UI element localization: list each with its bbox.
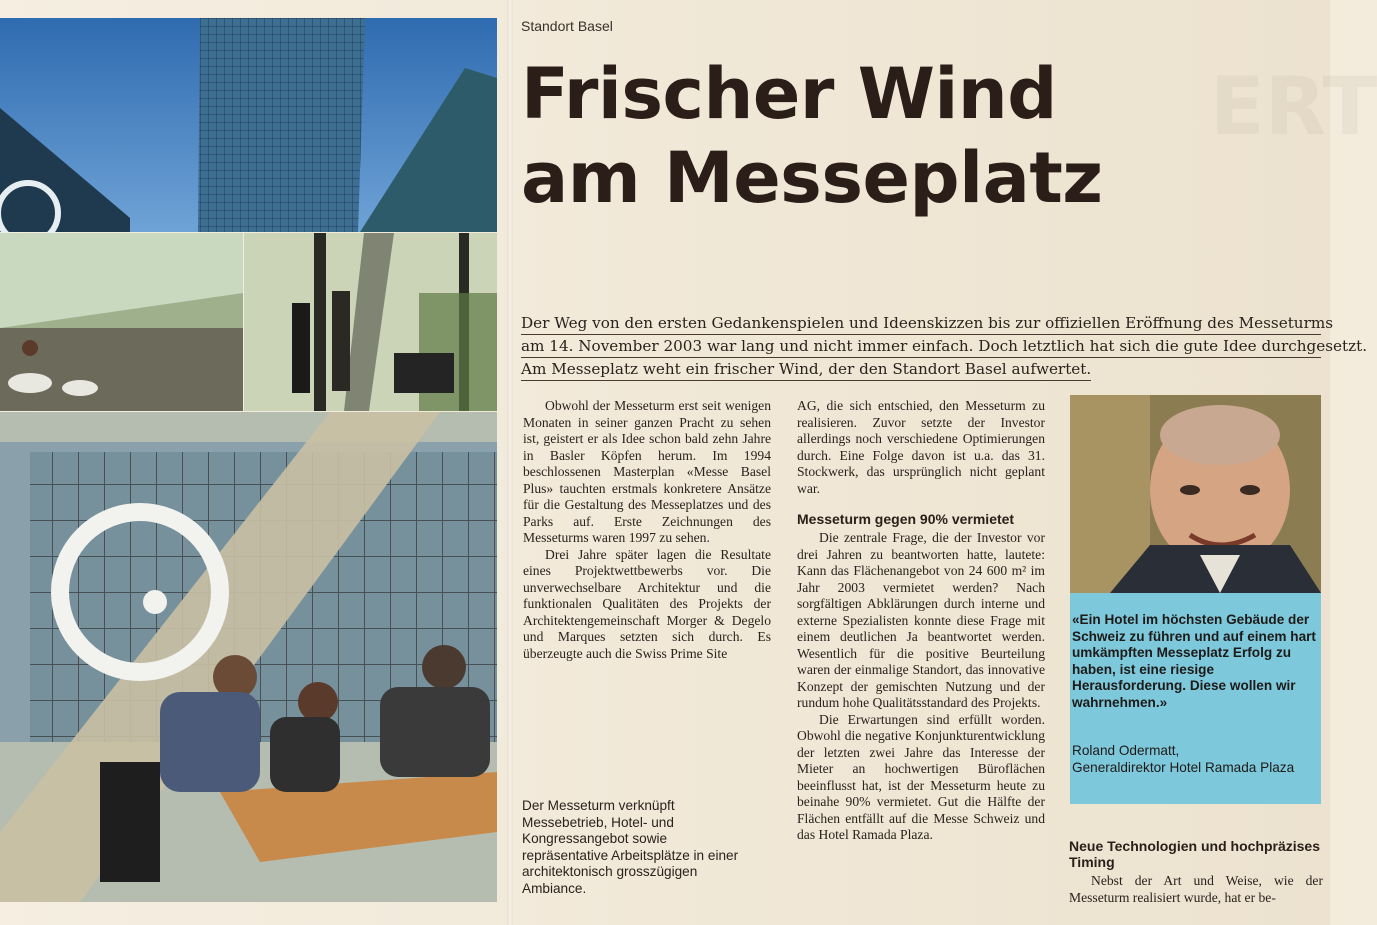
lead-line-1: Der Weg von den ersten Gedankenspielen und Ideenskizzen bis zur offiziellen Eröffnung des Messeturms <box>521 312 1321 335</box>
column-2-paragraph-3: Die Erwartungen sind erfüllt worden. Obwohl die negative Konjunkturentwicklung der letzten zwei Jahre das Interesse der Mieter an hochwertigen Büroflächen beeinflusst hat, ist der Messeturm heute zu beinahe 90% vermietet. Gut die Hälfte der Flächen entfällt auf die Messe Schweiz und das Hotel Ramada Plaza. <box>797 711 1045 842</box>
headline <box>521 52 1221 220</box>
photo-meeting-room <box>0 412 497 902</box>
quote-author-title: Generaldirektor Hotel Ramada Plaza <box>1072 760 1295 775</box>
bleed-through-shadow: ERT <box>1210 60 1377 153</box>
lead-paragraph <box>521 312 1368 381</box>
photo-tower-exterior <box>0 18 497 232</box>
section-kicker: Standort Basel <box>521 18 613 34</box>
photo-caption: Der Messeturm verknüpft Messebetrieb, Hotel- und Kongressangebot sowie repräsentative Arbeitsplätze in einer architektonisch grosszügigen Ambiance. <box>522 798 739 896</box>
quote-author <box>1072 742 1318 776</box>
headline-line-1: Frischer Wind <box>521 53 1057 135</box>
article-column-2 <box>797 398 1045 844</box>
portrait-photo <box>1070 395 1321 593</box>
lead-line-3: Am Messeplatz weht ein frischer Wind, der den Standort Basel aufwertet. <box>521 358 1091 381</box>
page-fold <box>507 0 513 925</box>
article-column-1 <box>523 398 771 662</box>
column-3-paragraph-1: Nebst der Art und Weise, wie der Messeturm realisiert wurde, hat er be- <box>1069 873 1323 905</box>
headline-line-2: am Messeplatz <box>521 137 1103 219</box>
subhead-vermietet: Messeturm gegen 90% vermietet <box>797 511 1015 527</box>
photo-lounge <box>0 233 243 411</box>
article-column-3 <box>1069 838 1323 906</box>
column-1-paragraph-1: Obwohl der Messeturm erst seit wenigen Monaten in seiner ganzen Pracht zu sehen ist, geistert er als Idee schon bald zehn Jahre in Basler Köpfen herum. Im 1994 beschlossenen Masterplan «Messe Basel Plus» tauchten erstmals konkretere Ansätze für die Gestaltung des Messeplatzes und des Parks auf. Erste Zeichnungen des Messeturms waren 1997 zu sehen. <box>523 398 771 545</box>
column-1-paragraph-2: Drei Jahre später lagen die Resultate eines Projektwettbewerbs vor. Die unverwechselbare Architektur und die funktionalen Qualitäten des Projekts der Architektengemeinschaft Morger & Degelo und Marques setzten sich durch. Es überzeugte auch die Swiss Prime Site <box>523 546 771 661</box>
subhead-technologien: Neue Technologien und hochpräzises Timing <box>1069 838 1320 870</box>
photo-window-view <box>244 233 497 411</box>
quote-author-name: Roland Odermatt, <box>1072 743 1180 758</box>
column-2-paragraph-1: AG, die sich entschied, den Messeturm zu realisieren. Zuvor setzte der Investor allerdings noch verschiedene Optimierungen durch. Eine Folge davon ist u.a. das 31. Stockwerk, das ursprünglich nicht geplant war. <box>797 398 1045 496</box>
column-2-paragraph-2: Die zentrale Frage, die der Investor vor drei Jahren zu beantworten hatte, lautete: Kann das Flächenangebot von 24 600 m² im Jahr 2003 vermietet werden? Nach sorgfältigen Abklärungen durch interne und externe Spezialisten konnte diese Frage mit einem deutlichen Ja beantwortet werden. Wesentlich für die positive Beurteilung waren der einmalige Standort, das innovative Konzept der gemischten Nutzung und der rundum hohe Qualitätsstandard des Projekts. <box>797 530 1045 710</box>
lead-line-2: am 14. November 2003 war lang und nicht immer einfach. Doch letztlich hat sich die gute Idee durchgesetzt. <box>521 335 1321 358</box>
pull-quote: «Ein Hotel im höchsten Gebäude der Schweiz zu führen und auf einem hart umkämpften Messeplatz Erfolg zu haben, ist eine riesige Herausforderung. Diese wollen wir wahrnehmen.» <box>1072 612 1316 710</box>
